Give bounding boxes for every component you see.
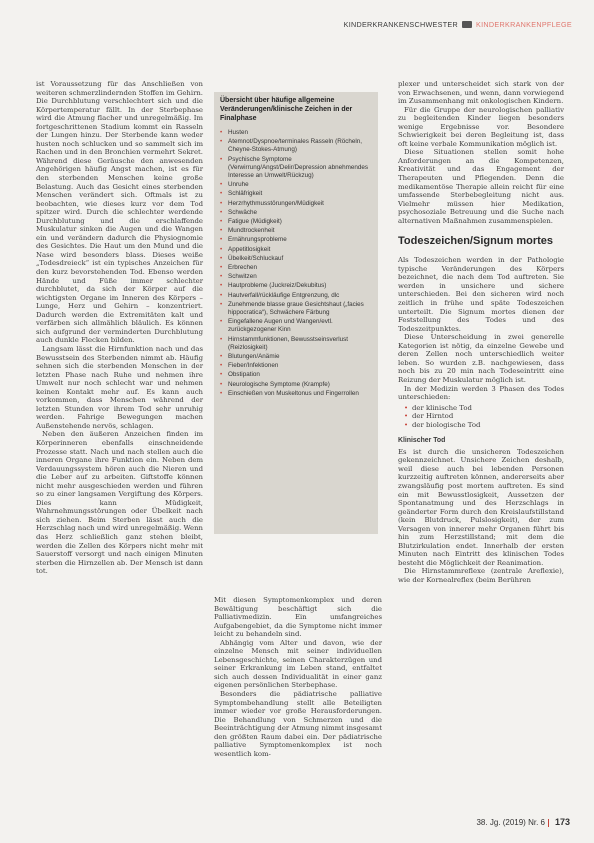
overview-list bbox=[214, 129, 378, 398]
list-item: • Hautprobleme (Juckreiz/Dekubitus) bbox=[220, 282, 372, 290]
death-stages-list bbox=[398, 404, 564, 430]
issue-info: 38. Jg. (2019) Nr. 6 bbox=[476, 818, 545, 827]
list-item: • Fatigue (Müdigkeit) bbox=[220, 218, 372, 226]
paragraph: Diese Unterscheidung in zwei generelle Kategorien ist nötig, da einzelne Gewebe und deren Zellen noch unterschiedlich weiter leben. So wurden z.B. nachgewiesen, dass noch bis zu 20 min nach Todeseintritt eine Reizung der Muskulatur möglich ist. bbox=[398, 333, 564, 384]
paragraph: In der Medizin werden 3 Phasen des Todes unterschieden: bbox=[398, 384, 564, 402]
list-item: • Schwitzen bbox=[220, 273, 372, 281]
paragraph: Für die Gruppe der neurologischen palliativ zu begleitenden Kinder liegen besonders wenige Ergebnisse vor. Besondere Schwierigkeit bei deren Begleitung ist, dass oft keine verbale Kommunikation möglich ist. bbox=[398, 105, 564, 148]
paragraph: Als Todeszeichen werden in der Pathologie typische Veränderungen des Körpers bezeichnet, die nach dem Tod auftreten. Sie werden in unsichere und sichere unterschieden. Bei den sicheren wird noch zeitlich in frühe und späte Todeszeichen unterteilt. Die Signum mortes dienen der Feststellung des Todes und des Todeszeitpunktes. bbox=[398, 256, 564, 333]
paragraph: Diese Situationen stellen somit hohe Anforderungen an die Kompetenzen, Kreativität und das Engagement der Therapeuten und Pflegenden. Denn die medikamentöse Therapie allein reicht für eine umfassende Sterbebegleitung nicht aus. Vielmehr müssen hier Medikation, psychosoziale Betreuung und die Suche nach alternativen Maßnahmen zusammenspielen. bbox=[398, 148, 564, 225]
list-item: • Hirnstammfunktionen, Bewusstseinsverlust (Reizlosigkeit) bbox=[220, 336, 372, 352]
magazine-logo-icon bbox=[462, 21, 472, 28]
footer-divider bbox=[548, 819, 549, 827]
list-item: • Neurologische Symptome (Krampfe) bbox=[220, 381, 372, 389]
list-item: • Erbrechen bbox=[220, 264, 372, 272]
list-item: • Mundtrockenheit bbox=[220, 227, 372, 235]
paragraph: plexer und unterscheidet sich stark von der von Erwachsenen, und wenn, dann vorwiegend im Zusammenhang mit onkologischen Kindern. bbox=[398, 80, 564, 106]
list-item: • Blutungen/Anämie bbox=[220, 353, 372, 361]
column-middle bbox=[214, 596, 382, 758]
paragraph: Die Hirnstammreflexe (zentrale Areflexie), wie der Kornealreflex (beim Berühren bbox=[398, 567, 564, 584]
section-name: KINDERKRANKENPFLEGE bbox=[476, 19, 572, 29]
page-footer bbox=[476, 817, 570, 827]
list-item: • Fieber/Infektionen bbox=[220, 362, 372, 370]
section-heading: Todeszeichen/Signum mortes bbox=[398, 235, 554, 248]
list-item: • Ernährungsprobleme bbox=[220, 236, 372, 244]
overview-box-title: Übersicht über häufige allgemeine Veränderungen/klinische Zeichen in der Finalphase bbox=[220, 97, 353, 122]
paragraph: ist Voraussetzung für das Anschließen von weiteren schmerzlindernden Stoffen im Gehirn. Die Durchblutung verschlechtert sich und die Körpertemperatur fällt. In der Sterbephase wird die Atmung flacher und unregelmäßig. Im fortgeschrittenen Stadium kommt ein Rasseln der Lungen hinzu. Der Sterbende kann weder husten noch schlucken und so sammelt sich im Rachen und in den Bronchien vermehrt Sekret. Während diese Geräusche den anwesenden Angehörigen häufig Angst machen, ist es für den sterbenden Menschen keine große Belastung. Auch das Gesicht eines sterbenden Menschen verändert sich. Oftmals ist zu beobachten, wie dieses kurz vor dem Tod spitzer wird. Durch die schlechter werdende Durchblutung und die erschlaffende Muskulatur sinken die Augen und die Wangen ein und verändern dadurch die Physiognomie des Gesichtes. Die Haut um den Mund und die Nase wird besonders blass. Dieses weiße „Todesdreieck“ ist ein typisches Anzeichen für den kurz bevorstehenden Tod. Ebenso werden Hände und Füße immer schlechter durchblutet, da sich der Körper auf die wichtigsten Organe im Inneren des Körpers – Lunge, Herz und Gehirn – konzentriert. Dadurch werden die Extremitäten kalt und verfärben sich allmählich bläulich. Es können sich aufgrund der verminderten Durchblutung auch dunkle Flecken bilden. bbox=[36, 80, 203, 345]
list-item: • Schläfrigkeit bbox=[220, 190, 372, 198]
page-number: 173 bbox=[554, 817, 570, 827]
list-item: • Atemnot/Dyspnoe/terminales Rasseln (Röcheln, Cheyne-Stokes-Atmung) bbox=[220, 138, 372, 154]
paragraph: Mit diesen Symptomenkomplex und deren Bewältigung beschäftigt sich die Palliativmedizin. Ein umfangreiches Aufgabengebiet, da die Symptome nicht immer leicht zu behandeln sind. bbox=[214, 596, 382, 639]
list-item: • Psychische Symptome (Verwirrung/Angst/Delir/Depression abnehmendes Interesse an Umwelt/Rückzug) bbox=[220, 156, 372, 181]
paragraph: Besonders die pädiatrische palliative Symptombehandlung stellt alle Beteiligten immer wieder vor große Herausforderungen. Die Behandlung von Schmerzen und die Beeinträchtigung der Atmung nimmt insgesamt den größten Raum dabei ein. Der pädiatrische palliative Symptomenkomplex ist noch wesentlich kom- bbox=[214, 690, 382, 758]
list-item: • Eingefallene Augen und Wangen/evtl. zurückgezogener Kinn bbox=[220, 318, 372, 334]
list-item: • Zunehmende blasse graue Gesichtshaut („facies hippocratica“), Schwächere Färbung bbox=[220, 301, 372, 317]
list-item: • Einschießen von Muskeltonus und Fingerrollen bbox=[220, 390, 372, 398]
list-item: • Appetitlosigkeit bbox=[220, 246, 372, 254]
paragraph: Abhängig vom Alter und davon, wie der einzelne Mensch mit seiner individuellen Lebensgeschichte, seinen Charakterzügen und seiner Erkrankung im Leben stand, entfaltet sich auch dessen Individualität in einer ganz eigenen persönlichen Sterbephase. bbox=[214, 638, 382, 690]
list-item: • der biologische Tod bbox=[404, 421, 564, 430]
paragraph: Neben den äußeren Anzeichen finden im Körperinneren ebenfalls einschneidende Prozesse statt. Nach und nach stellen auch die inneren Organe ihre Funktion ein. Neben dem Verdauungssystem hören auch die Nieren und die Leber auf zu arbeiten. Giftstoffe können nicht mehr ausgeschieden werden und führen so zu einer langsamen Vergiftung des Körpers. Dies kann Müdigkeit, Wahrnehmungsstörungen oder Übelkeit nach sich ziehen. Beim Sterben lässt auch die Herzschlag nach und wird unregelmäßig. Wenn das Herz schließlich ganz stehen bleibt, werden die Zellen des Körpers nicht mehr mit Sauerstoff versorgt und nach einigen Minuten sterben die Hirnzellen ab. Der Mensch ist dann tot. bbox=[36, 430, 203, 576]
running-header bbox=[344, 18, 572, 30]
magazine-name: KINDERKRANKENSCHWESTER bbox=[343, 19, 459, 29]
list-item: • Obstipation bbox=[220, 371, 372, 379]
list-item: • Schwäche bbox=[220, 209, 372, 217]
list-item: • Übelkeit/Schluckauf bbox=[220, 255, 372, 263]
column-left bbox=[36, 80, 203, 576]
list-item: • der klinische Tod bbox=[404, 404, 564, 413]
subheading-clinical-death: Klinischer Tod bbox=[398, 437, 446, 445]
list-item: • Husten bbox=[220, 129, 372, 137]
list-item: • Unruhe bbox=[220, 181, 372, 189]
paragraph: Langsam lässt die Hirnfunktion nach und das Bewusstsein des Sterbenden nimmt ab. Häufig sehnen sich die sterbenden Menschen in der letzten Phase nach Ruhe und nehmen ihre Umwelt nur noch schlecht war und nehmen keinen Kontakt mehr auf. Es kann auch vorkommen, dass Menschen während der letzten Stunden vor ihrem Tod sehr unruhig werden. Fahrige Bewegungen machen Außenstehende nervös, schlagen. bbox=[36, 344, 203, 430]
list-item: • der Hirntod bbox=[404, 412, 564, 421]
overview-box bbox=[214, 92, 378, 534]
paragraph: Es ist durch die unsicheren Todeszeichen gekennzeichnet. Unsichere Zeichen deshalb, weil diese auch bei lebenden Personen kurzzeitig auftreten können, andererseits aber zwangsläufig post mortem auftreten. Es sind ein mit Bewusstlosigkeit, Aussetzen der Spontanatmung und des Herzschlags in geänderter Form durch den Kreislaufstillstand (kein Blutdruck, Pulslosigkeit), der zum Versagen von innerer mehr Organen führt bis hin zum Herzstillstand; mit dem die Blutzirkulation endet. Innerhalb der ersten Minuten nach Eintritt des klinischen Todes besteht die Möglichkeit der Reanimation. bbox=[398, 447, 564, 567]
list-item: • Hautverfall/rückläufige Entgrenzung, dlc bbox=[220, 292, 372, 300]
list-item: • Herzrhythmusstörungen/Müdigkeit bbox=[220, 200, 372, 208]
column-right bbox=[398, 80, 564, 585]
